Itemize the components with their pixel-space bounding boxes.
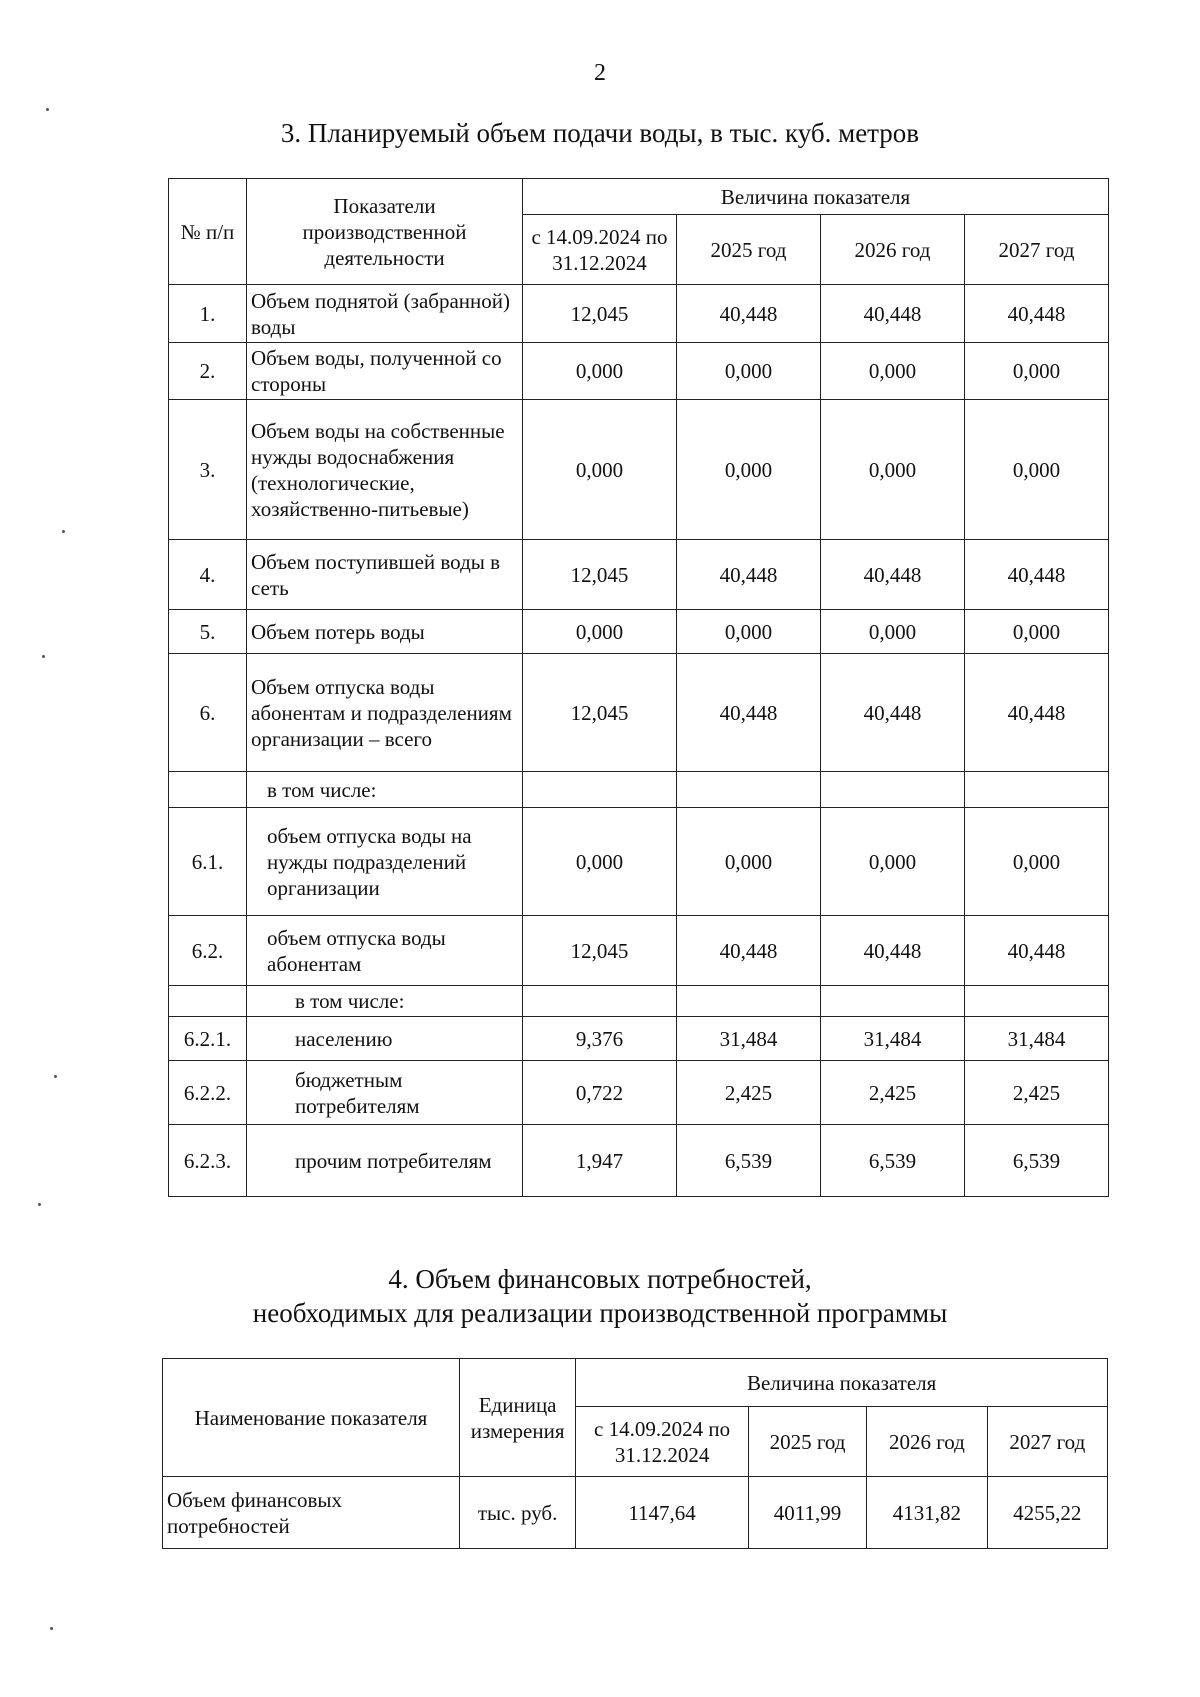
scan-speck [38, 1203, 41, 1206]
row-num: 5. [169, 610, 247, 654]
row-value: 40,448 [965, 916, 1109, 986]
row-value [523, 986, 677, 1017]
row-num: 6.1. [169, 808, 247, 916]
row-value [965, 772, 1109, 808]
row-name: объем отпуска воды абонентам [247, 916, 523, 986]
row-value: 31,484 [965, 1017, 1109, 1061]
header-period-3: 2026 год [821, 215, 965, 285]
row-value: 4131,82 [867, 1477, 987, 1549]
row-num: 4. [169, 540, 247, 610]
row-num: 1. [169, 285, 247, 343]
row-value: 0,000 [821, 400, 965, 540]
table-row [169, 400, 1109, 540]
water-supply-table [168, 178, 1109, 1197]
row-value: 12,045 [523, 540, 677, 610]
row-value [677, 986, 821, 1017]
row-value [821, 772, 965, 808]
table-row [169, 986, 1109, 1017]
header-period-1: с 14.09.2024 по 31.12.2024 [576, 1407, 749, 1477]
scan-speck [54, 1075, 57, 1078]
table-row [163, 1477, 1108, 1549]
row-value [523, 772, 677, 808]
row-value: 6,539 [821, 1125, 965, 1197]
row-num [169, 772, 247, 808]
header-indicator: Показатели производственной деятельности [247, 179, 523, 285]
table-row [169, 343, 1109, 400]
row-value: 40,448 [677, 540, 821, 610]
row-value: 0,000 [965, 610, 1109, 654]
header-period-2: 2025 год [677, 215, 821, 285]
section-4-title-line-2: необходимых для реализации производственной программы [252, 1298, 948, 1328]
header-unit: Единица измерения [459, 1359, 575, 1477]
row-value: 40,448 [677, 285, 821, 343]
row-value [965, 986, 1109, 1017]
row-value: 4255,22 [987, 1477, 1107, 1549]
row-value: 0,000 [523, 343, 677, 400]
row-value: 40,448 [821, 540, 965, 610]
row-value: 0,000 [965, 808, 1109, 916]
row-value: 40,448 [965, 285, 1109, 343]
header-num: № п/п [169, 179, 247, 285]
row-value: 6,539 [677, 1125, 821, 1197]
row-name: Объем воды, полученной со стороны [247, 343, 523, 400]
section-4-title [0, 1262, 1200, 1330]
row-value: 31,484 [821, 1017, 965, 1061]
row-value: 0,722 [523, 1061, 677, 1125]
row-value: 40,448 [821, 654, 965, 772]
row-value: 9,376 [523, 1017, 677, 1061]
row-value: 0,000 [677, 343, 821, 400]
row-name: в том числе: [247, 986, 523, 1017]
row-num: 2. [169, 343, 247, 400]
row-name: Объем финансовых потребностей [163, 1477, 460, 1549]
table-row [169, 540, 1109, 610]
row-value: 40,448 [965, 654, 1109, 772]
section-3-title: 3. Планируемый объем подачи воды, в тыс. куб. метров [280, 118, 920, 148]
row-value [677, 772, 821, 808]
row-value: 12,045 [523, 916, 677, 986]
row-value: 0,000 [677, 400, 821, 540]
table-row [169, 1125, 1109, 1197]
row-value: 6,539 [965, 1125, 1109, 1197]
row-value: 0,000 [965, 343, 1109, 400]
row-name: бюджетным потребителям [247, 1061, 523, 1125]
table-row [169, 285, 1109, 343]
table-row [169, 610, 1109, 654]
header-period-3: 2026 год [867, 1407, 987, 1477]
row-name: объем отпуска воды на нужды подразделений организации [247, 808, 523, 916]
row-name: Объем поднятой (забранной) воды [247, 285, 523, 343]
table-row [169, 1061, 1109, 1125]
row-name: Объем отпуска воды абонентам и подразделениям организации – всего [247, 654, 523, 772]
row-num: 6. [169, 654, 247, 772]
row-value: 12,045 [523, 654, 677, 772]
section-4-title-line-1: 4. Объем финансовых потребностей, [388, 1264, 812, 1294]
row-unit: тыс. руб. [459, 1477, 575, 1549]
row-value: 0,000 [523, 610, 677, 654]
row-value: 0,000 [523, 808, 677, 916]
scan-speck [42, 655, 45, 658]
row-value: 40,448 [677, 916, 821, 986]
row-value: 0,000 [523, 400, 677, 540]
header-value-group: Величина показателя [576, 1359, 1108, 1407]
scan-speck [50, 1627, 53, 1630]
header-period-4: 2027 год [987, 1407, 1107, 1477]
row-value: 0,000 [821, 343, 965, 400]
row-value: 1147,64 [576, 1477, 749, 1549]
row-name: в том числе: [247, 772, 523, 808]
row-value: 0,000 [965, 400, 1109, 540]
row-name: прочим потребителям [247, 1125, 523, 1197]
row-value: 40,448 [965, 540, 1109, 610]
row-name: Объем воды на собственные нужды водоснабжения (технологические, хозяйственно-питьевые) [247, 400, 523, 540]
row-value: 0,000 [677, 808, 821, 916]
header-value-group: Величина показателя [523, 179, 1109, 215]
row-value: 40,448 [821, 916, 965, 986]
row-name: Объем поступившей воды в сеть [247, 540, 523, 610]
row-value: 0,000 [821, 610, 965, 654]
financial-needs-table [162, 1358, 1108, 1549]
table-row [169, 1017, 1109, 1061]
row-num: 6.2.2. [169, 1061, 247, 1125]
row-value: 12,045 [523, 285, 677, 343]
row-value: 2,425 [821, 1061, 965, 1125]
row-num: 6.2. [169, 916, 247, 986]
row-value: 2,425 [677, 1061, 821, 1125]
row-num: 6.2.3. [169, 1125, 247, 1197]
header-period-2: 2025 год [748, 1407, 866, 1477]
row-value: 2,425 [965, 1061, 1109, 1125]
row-value: 0,000 [677, 610, 821, 654]
row-value: 0,000 [821, 808, 965, 916]
scan-speck [62, 530, 65, 533]
header-period-4: 2027 год [965, 215, 1109, 285]
row-value: 40,448 [821, 285, 965, 343]
scan-speck [46, 108, 49, 111]
row-num: 6.2.1. [169, 1017, 247, 1061]
row-value: 4011,99 [748, 1477, 866, 1549]
row-name: Объем потерь воды [247, 610, 523, 654]
row-value [821, 986, 965, 1017]
table-row [169, 916, 1109, 986]
table-row [169, 808, 1109, 916]
row-value: 40,448 [677, 654, 821, 772]
header-name: Наименование показателя [163, 1359, 460, 1477]
row-value: 1,947 [523, 1125, 677, 1197]
row-num [169, 986, 247, 1017]
row-name: населению [247, 1017, 523, 1061]
page-number: 2 [594, 60, 606, 86]
row-value: 31,484 [677, 1017, 821, 1061]
row-num: 3. [169, 400, 247, 540]
table-row [169, 654, 1109, 772]
table-row [169, 772, 1109, 808]
header-period-1: с 14.09.2024 по 31.12.2024 [523, 215, 677, 285]
